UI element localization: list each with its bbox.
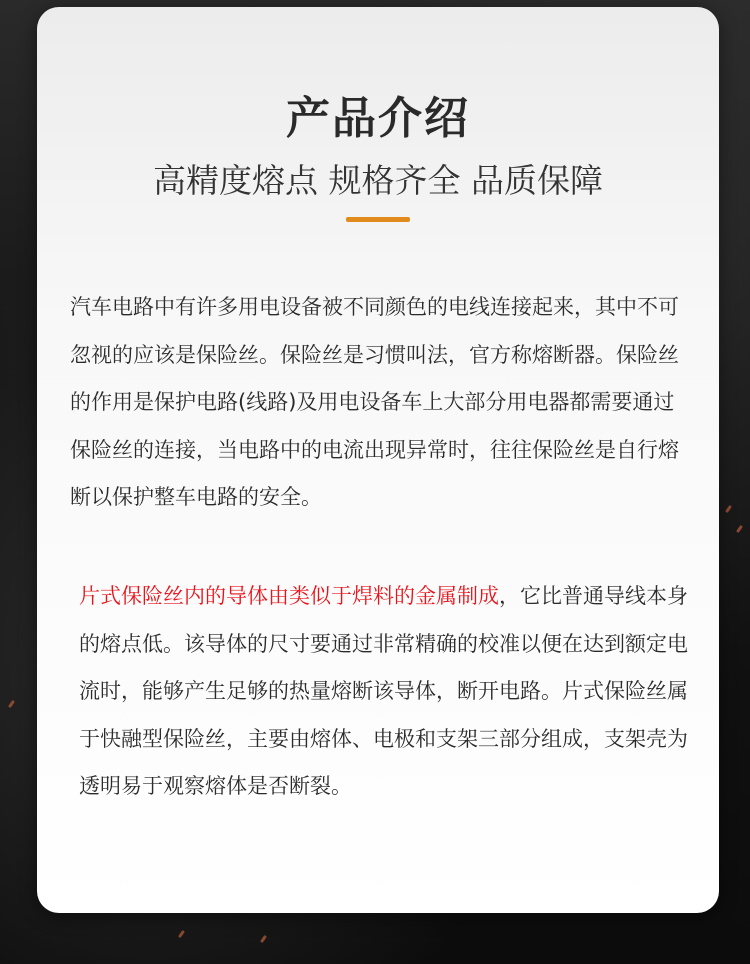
product-intro-card (37, 7, 719, 913)
highlighted-text: 片式保险丝内的导体由类似于焊料的金属制成 (79, 584, 499, 608)
ember-decoration (260, 935, 267, 943)
detail-paragraph (79, 573, 691, 811)
intro-paragraph (70, 284, 690, 522)
ember-decoration (8, 700, 15, 708)
ember-decoration (736, 525, 743, 533)
page-subtitle: 高精度熔点 规格齐全 品质保障 (153, 161, 603, 200)
intro-paragraph-text: 汽车电路中有许多用电设备被不同颜色的电线连接起来，其中不可忽视的应该是保险丝。保险丝是习惯叫法，官方称熔断器。保险丝的作用是保护电路(线路)及用电设备车上大部分用电器都需要通过保险丝的连接，当电路中的电流出现异常时，往往保险丝是自行熔断以保护整车电路的安全。 (70, 295, 679, 509)
ember-decoration (725, 505, 732, 513)
ember-decoration (178, 930, 185, 938)
detail-paragraph-text: ，它比普通导线本身的熔点低。该导体的尺寸要通过非常精确的校准以便在达到额定电流时，能够产生足够的热量熔断该导体，断开电路。片式保险丝属于快融型保险丝，主要由熔体、电极和支架三部分组成，支架壳为透明易于观察熔体是否断裂。 (79, 584, 688, 798)
title-divider (346, 217, 410, 222)
page-title: 产品介绍 (286, 93, 470, 144)
